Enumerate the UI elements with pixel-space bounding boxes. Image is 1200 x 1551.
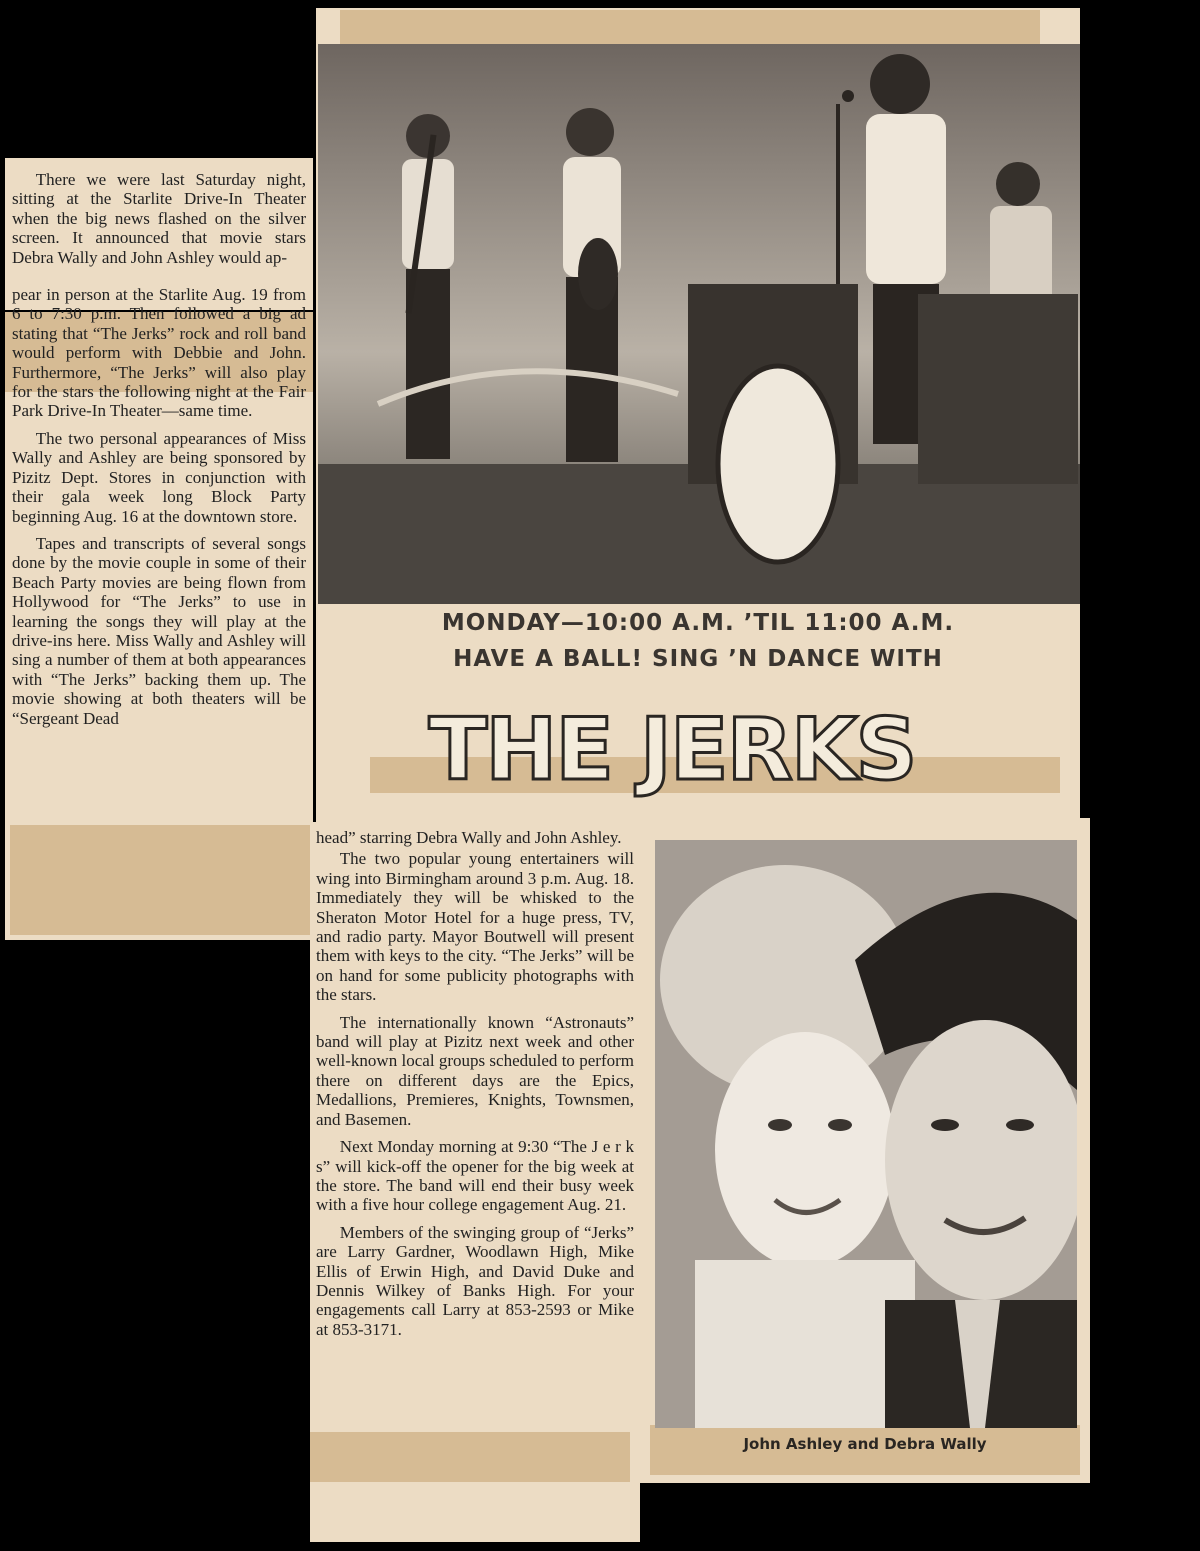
article-paragraph: Next Monday morning at 9:30 “The J e r k s” will kick-off the opener for the big week at the store. The band will end their busy week with a five hour college engagement Aug. 21. (316, 1137, 634, 1215)
tape-strip (310, 1432, 630, 1482)
article-column-left (12, 170, 306, 736)
ad-time-line: MONDAY—10:00 A.M. ’TIL 11:00 A.M. (441, 610, 955, 636)
article-paragraph: There we were last Saturday night, sitting at the Starlite Drive-In Theater when the big news flashed on the silver screen. It announced that movie stars Debra Wally and John Ashley would ap- (12, 170, 306, 267)
tape-strip (340, 10, 1040, 44)
article-paragraph: The two popular young entertainers will wing into Birmingham around 3 p.m. Aug. 18. Immediately they will be whisked to the Sheraton Motor Hotel for a huge press, TV, and radio party. Mayor Boutwell will present them with keys to the city. “The Jerks” will be on hand for some publicity photographs with the stars. (316, 849, 634, 1005)
photo-caption: John Ashley and Debra Wally (743, 1435, 987, 1453)
article-column-middle (316, 828, 634, 1347)
article-paragraph: head” starring Debra Wally and John Ashley. (316, 828, 622, 847)
article-paragraph: The two personal appearances of Miss Wally and Ashley are being sponsored by Pizitz Dept. Stores in conjunction with their gala week long Block Party beginning Aug. 16 at the downtown store. (12, 428, 306, 526)
article-paragraph: The internationally known “Astronauts” band will play at Pizitz next week and other well-known local groups scheduled to perform there on different days are the Epics, Medallions, Premieres, Knights, Townsmen, and Basemen. (316, 1012, 634, 1129)
band-photo (318, 44, 1080, 604)
ad-headline: THE JERKS (428, 700, 916, 800)
article-paragraph: Tapes and transcripts of several songs done by the movie couple in some of their Beach Party movies are being flown from Hollywood for “The Jerks” to use in learning the songs they will play at the drive-ins here. Miss Wally and Ashley will sing a number of them at both appearances with “The Jerks” backing them up. The movie showing at both theaters will be “Sergeant Dead (12, 533, 306, 728)
ad-tagline: HAVE A BALL! SING ’N DANCE WITH (453, 646, 943, 672)
couple-photo (655, 840, 1077, 1428)
tape-strip (10, 825, 310, 935)
article-paragraph: Members of the swinging group of “Jerks” are Larry Gardner, Woodlawn High, Mike Ellis of Erwin High, and David Duke and Dennis Wilkey of Banks High. For your engagements call Larry at 853-2593 or Mike at 853-3171. (316, 1222, 634, 1339)
band-photo-illustration (318, 44, 1080, 604)
article-paragraph: pear in person at the Starlite Aug. 19 from 6 to 7:30 p.m. Then followed a big ad stating that “The Jerks” rock and roll band would perform with Debbie and John. Furthermore, “The Jerks” will also play for the stars the following night at the Fair Park Drive-In Theater—same time. (12, 285, 306, 421)
couple-photo-illustration (655, 840, 1077, 1428)
